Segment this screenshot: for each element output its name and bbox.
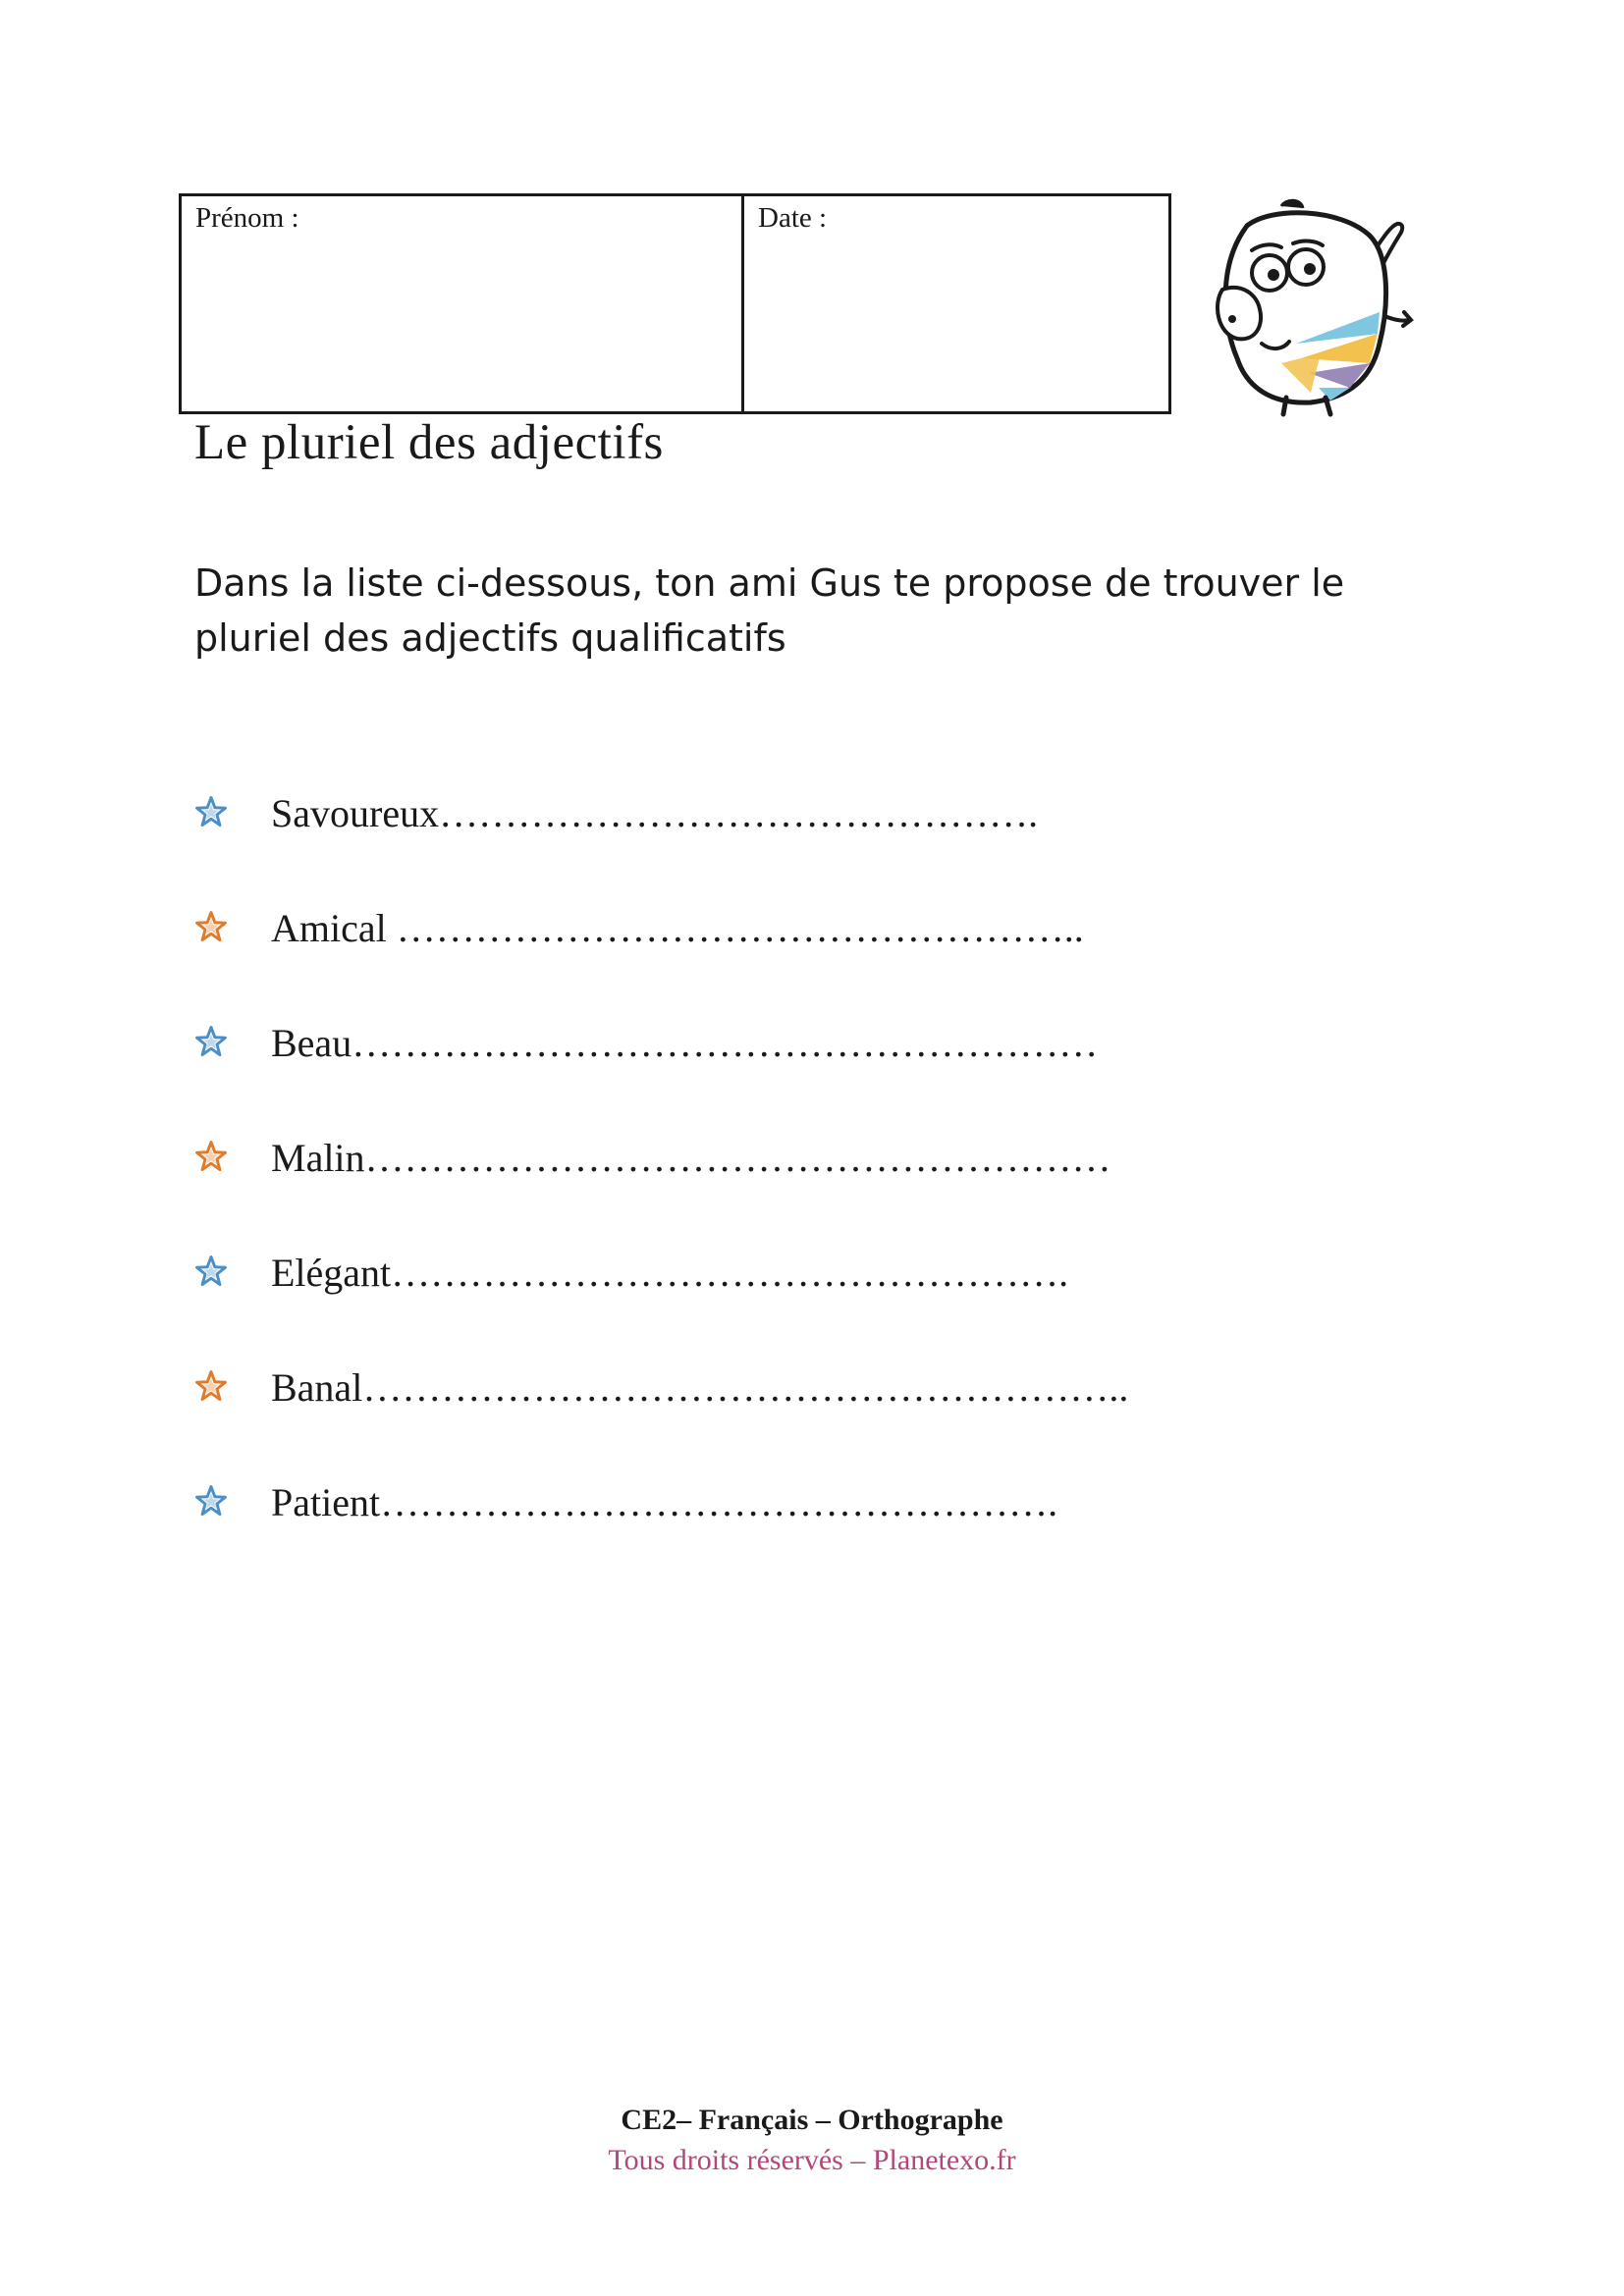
list-item — [194, 756, 1128, 871]
adjective-word: Beau — [271, 1021, 352, 1065]
adjective-word: Banal — [271, 1365, 363, 1410]
student-info-box — [179, 193, 1171, 414]
list-item — [194, 1330, 1128, 1445]
star-icon — [194, 1484, 228, 1518]
answer-dots[interactable]: ……………………………………………. — [380, 1480, 1058, 1524]
list-item — [194, 986, 1128, 1100]
page-title: Le pluriel des adjectifs — [194, 415, 664, 470]
answer-dots[interactable]: ……………………………………………. — [391, 1251, 1069, 1295]
date-field[interactable] — [744, 196, 1168, 411]
answer-dots[interactable]: ………………………………………………….. — [362, 1365, 1129, 1410]
star-icon — [194, 795, 228, 828]
list-item — [194, 871, 1128, 986]
sheep-mascot-icon — [1203, 196, 1414, 417]
adjective-word: Savoureux — [271, 791, 440, 835]
date-label: Date : — [758, 202, 828, 234]
footer-subject: CE2– Français – Orthographe — [621, 2104, 1003, 2136]
star-icon — [194, 1140, 228, 1173]
footer-copyright: Tous droits réservés – Planetexo.fr — [608, 2144, 1016, 2176]
adjective-word: Patient — [271, 1480, 381, 1524]
answer-dots[interactable]: ………………………………………. — [439, 791, 1039, 835]
adjective-list — [194, 756, 1128, 1560]
answer-dots[interactable]: …………………………………………….. — [396, 906, 1084, 950]
star-icon — [194, 1025, 228, 1058]
name-label: Prénom : — [195, 202, 299, 234]
adjective-word: Amical — [271, 906, 397, 950]
star-icon — [194, 1255, 228, 1288]
list-item — [194, 1445, 1128, 1560]
answer-dots[interactable]: ………………………………………………… — [364, 1136, 1111, 1180]
name-field[interactable] — [182, 196, 744, 411]
adjective-word: Malin — [271, 1136, 365, 1180]
answer-dots[interactable]: ………………………………………………… — [352, 1021, 1099, 1065]
list-item — [194, 1100, 1128, 1215]
list-item — [194, 1215, 1128, 1330]
exercise-instruction: Dans la liste ci-dessous, ton ami Gus te propose de trouver le pluriel des adjectifs qualificatifs — [194, 561, 1345, 660]
star-icon — [194, 910, 228, 943]
adjective-word: Elégant — [271, 1251, 392, 1295]
star-icon — [194, 1369, 228, 1403]
